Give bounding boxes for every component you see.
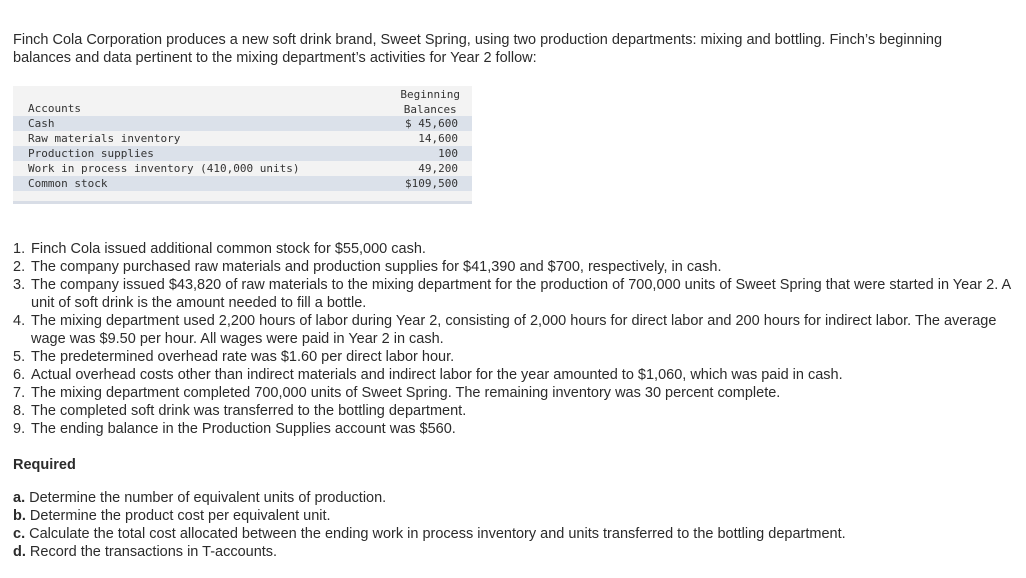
balances-header-line2: Balances: [403, 103, 457, 116]
account-amount: 100: [438, 147, 458, 160]
item-text: The mixing department used 2,200 hours of labor during Year 2, consisting of 2,000 hours for direct labor and 200 hours for indirect labor. The average wage was $9.50 per hour. All wages were paid in Year 2 in cash.: [31, 313, 997, 347]
intro-paragraph: Finch Cola Corporation produces a new soft drink brand, Sweet Spring, using two production departments: mixing and bottling. Finch’s beginning balances and data pertinent to the mixing department’s activities for Year 2 follow:: [13, 32, 943, 66]
item-number: 6.: [13, 367, 26, 383]
list-item: [13, 489, 846, 507]
list-item: [13, 384, 1013, 402]
item-letter: b.: [13, 508, 26, 524]
table-row: [13, 131, 472, 146]
item-text: The company purchased raw materials and production supplies for $41,390 and $700, respectively, in cash.: [31, 259, 722, 275]
list-item: [13, 240, 1013, 258]
item-number: 7.: [13, 385, 26, 401]
list-item: [13, 543, 846, 561]
item-text: The predetermined overhead rate was $1.60 per direct labor hour.: [31, 349, 455, 365]
item-text: The company issued $43,820 of raw materials to the mixing department for the production of 700,000 units of Sweet Spring that were started in Year 2. A unit of soft drink is the amount needed to fill a bottle.: [31, 277, 1011, 311]
list-item: [13, 258, 1013, 276]
item-letter: a.: [13, 490, 26, 506]
item-number: 3.: [13, 277, 26, 293]
list-item: [13, 276, 1013, 312]
account-amount: 14,600: [418, 132, 458, 145]
item-text: Record the transactions in T-accounts.: [29, 544, 278, 560]
required-heading: Required: [13, 457, 76, 473]
list-item: [13, 312, 1013, 348]
item-text: The ending balance in the Production Supplies account was $560.: [31, 421, 456, 437]
item-text: The completed soft drink was transferred to the bottling department.: [31, 403, 467, 419]
table-row: [13, 176, 472, 191]
list-item: [13, 507, 846, 525]
item-letter: d.: [13, 544, 26, 560]
account-amount: 49,200: [418, 162, 458, 175]
item-number: 1.: [13, 241, 26, 257]
account-amount: $109,500: [405, 177, 458, 190]
account-name: Work in process inventory (410,000 units): [28, 162, 300, 175]
item-number: 9.: [13, 421, 26, 437]
list-item: [13, 402, 1013, 420]
account-name: Common stock: [28, 177, 108, 190]
item-text: Actual overhead costs other than indirect materials and indirect labor for the year amounted to $1,060, which was paid in cash.: [31, 367, 843, 383]
list-item: [13, 420, 1013, 438]
accounts-header-row: [13, 101, 472, 116]
list-item: [13, 366, 1013, 384]
beginning-balances-table: [13, 86, 472, 204]
item-text: Determine the number of equivalent units of production.: [29, 490, 387, 506]
table-row: [13, 116, 472, 131]
item-number: 8.: [13, 403, 26, 419]
table-row: [13, 161, 472, 176]
item-letter: c.: [13, 526, 26, 542]
requirements-list: [13, 489, 846, 561]
table-row: [13, 146, 472, 161]
item-text: Determine the product cost per equivalent unit.: [29, 508, 331, 524]
list-item: [13, 348, 1013, 366]
item-text: The mixing department completed 700,000 units of Sweet Spring. The remaining inventory was 30 percent complete.: [31, 385, 781, 401]
item-number: 5.: [13, 349, 26, 365]
account-name: Production supplies: [28, 147, 154, 160]
item-number: 4.: [13, 313, 26, 329]
account-name: Cash: [28, 117, 55, 130]
balances-header-line1: Beginning: [400, 88, 460, 101]
item-number: 2.: [13, 259, 26, 275]
list-item: [13, 525, 846, 543]
transaction-list: [13, 240, 1013, 438]
item-text: Calculate the total cost allocated between the ending work in process inventory and units transferred to the bottling department.: [29, 526, 846, 542]
account-amount: $ 45,600: [405, 117, 458, 130]
item-text: Finch Cola issued additional common stock for $55,000 cash.: [31, 241, 426, 257]
accounts-column-header: Accounts: [28, 102, 81, 115]
account-name: Raw materials inventory: [28, 132, 181, 145]
